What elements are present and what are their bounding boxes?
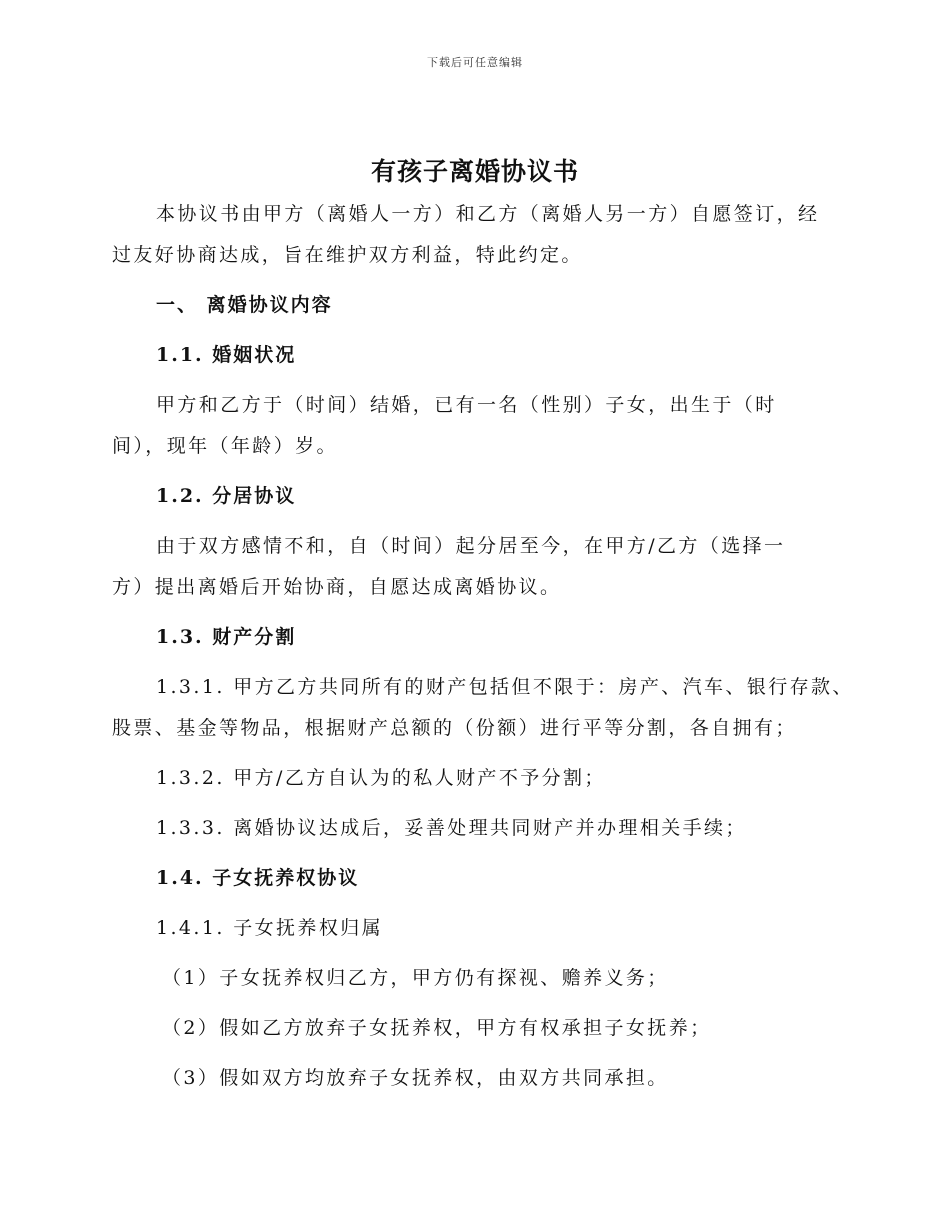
- section-1-heading: 一、 离婚协议内容: [156, 294, 333, 316]
- section-1-4-heading: 1.4. 子女抚养权协议: [156, 867, 360, 889]
- section-1-3-3: 1.3.3. 离婚协议达成后，妥善处理共同财产并办理相关手续；: [156, 817, 747, 839]
- header-note: 下载后可任意编辑: [427, 56, 523, 69]
- section-1-3-heading: 1.3. 财产分割: [156, 626, 297, 648]
- section-1-4-1-heading: 1.4.1. 子女抚养权归属: [156, 917, 384, 939]
- section-1-1-line-1: 甲方和乙方于（时间）结婚，已有一名（性别）子女，出生于（时: [156, 394, 777, 416]
- section-1-1-heading: 1.1. 婚姻状况: [156, 344, 297, 366]
- section-1-2-line-2: 方）提出离婚后开始协商，自愿达成离婚协议。: [112, 576, 562, 598]
- document-title: 有孩子离婚协议书: [370, 157, 579, 186]
- section-1-3-1-line-1: 1.3.1. 甲方乙方共同所有的财产包括但不限于：房产、汽车、银行存款、: [156, 676, 854, 698]
- section-1-2-heading: 1.2. 分居协议: [156, 485, 297, 507]
- section-1-4-1-option-1: （1）子女抚养权归乙方，甲方仍有探视、赡养义务；: [162, 967, 669, 989]
- intro-paragraph-line-2: 过友好协商达成，旨在维护双方利益，特此约定。: [112, 244, 583, 266]
- section-1-4-1-option-2: （2）假如乙方放弃子女抚养权，甲方有权承担子女抚养；: [162, 1017, 712, 1039]
- document-body: [112, 194, 854, 1099]
- section-1-2-line-1: 由于双方感情不和，自（时间）起分居至今，在甲方/乙方（选择一: [156, 535, 786, 557]
- section-1-4-1-option-3: （3）假如双方均放弃子女抚养权，由双方共同承担。: [162, 1067, 669, 1089]
- intro-paragraph-line-1: 本协议书由甲方（离婚人一方）和乙方（离婚人另一方）自愿签订，经: [156, 203, 820, 225]
- section-1-3-2: 1.3.2. 甲方/乙方自认为的私人财产不予分割；: [156, 767, 606, 789]
- section-1-3-1-line-2: 股票、基金等物品，根据财产总额的（份额）进行平等分割，各自拥有；: [112, 717, 797, 739]
- section-1-1-line-2: 间），现年（年龄）岁。: [112, 435, 338, 457]
